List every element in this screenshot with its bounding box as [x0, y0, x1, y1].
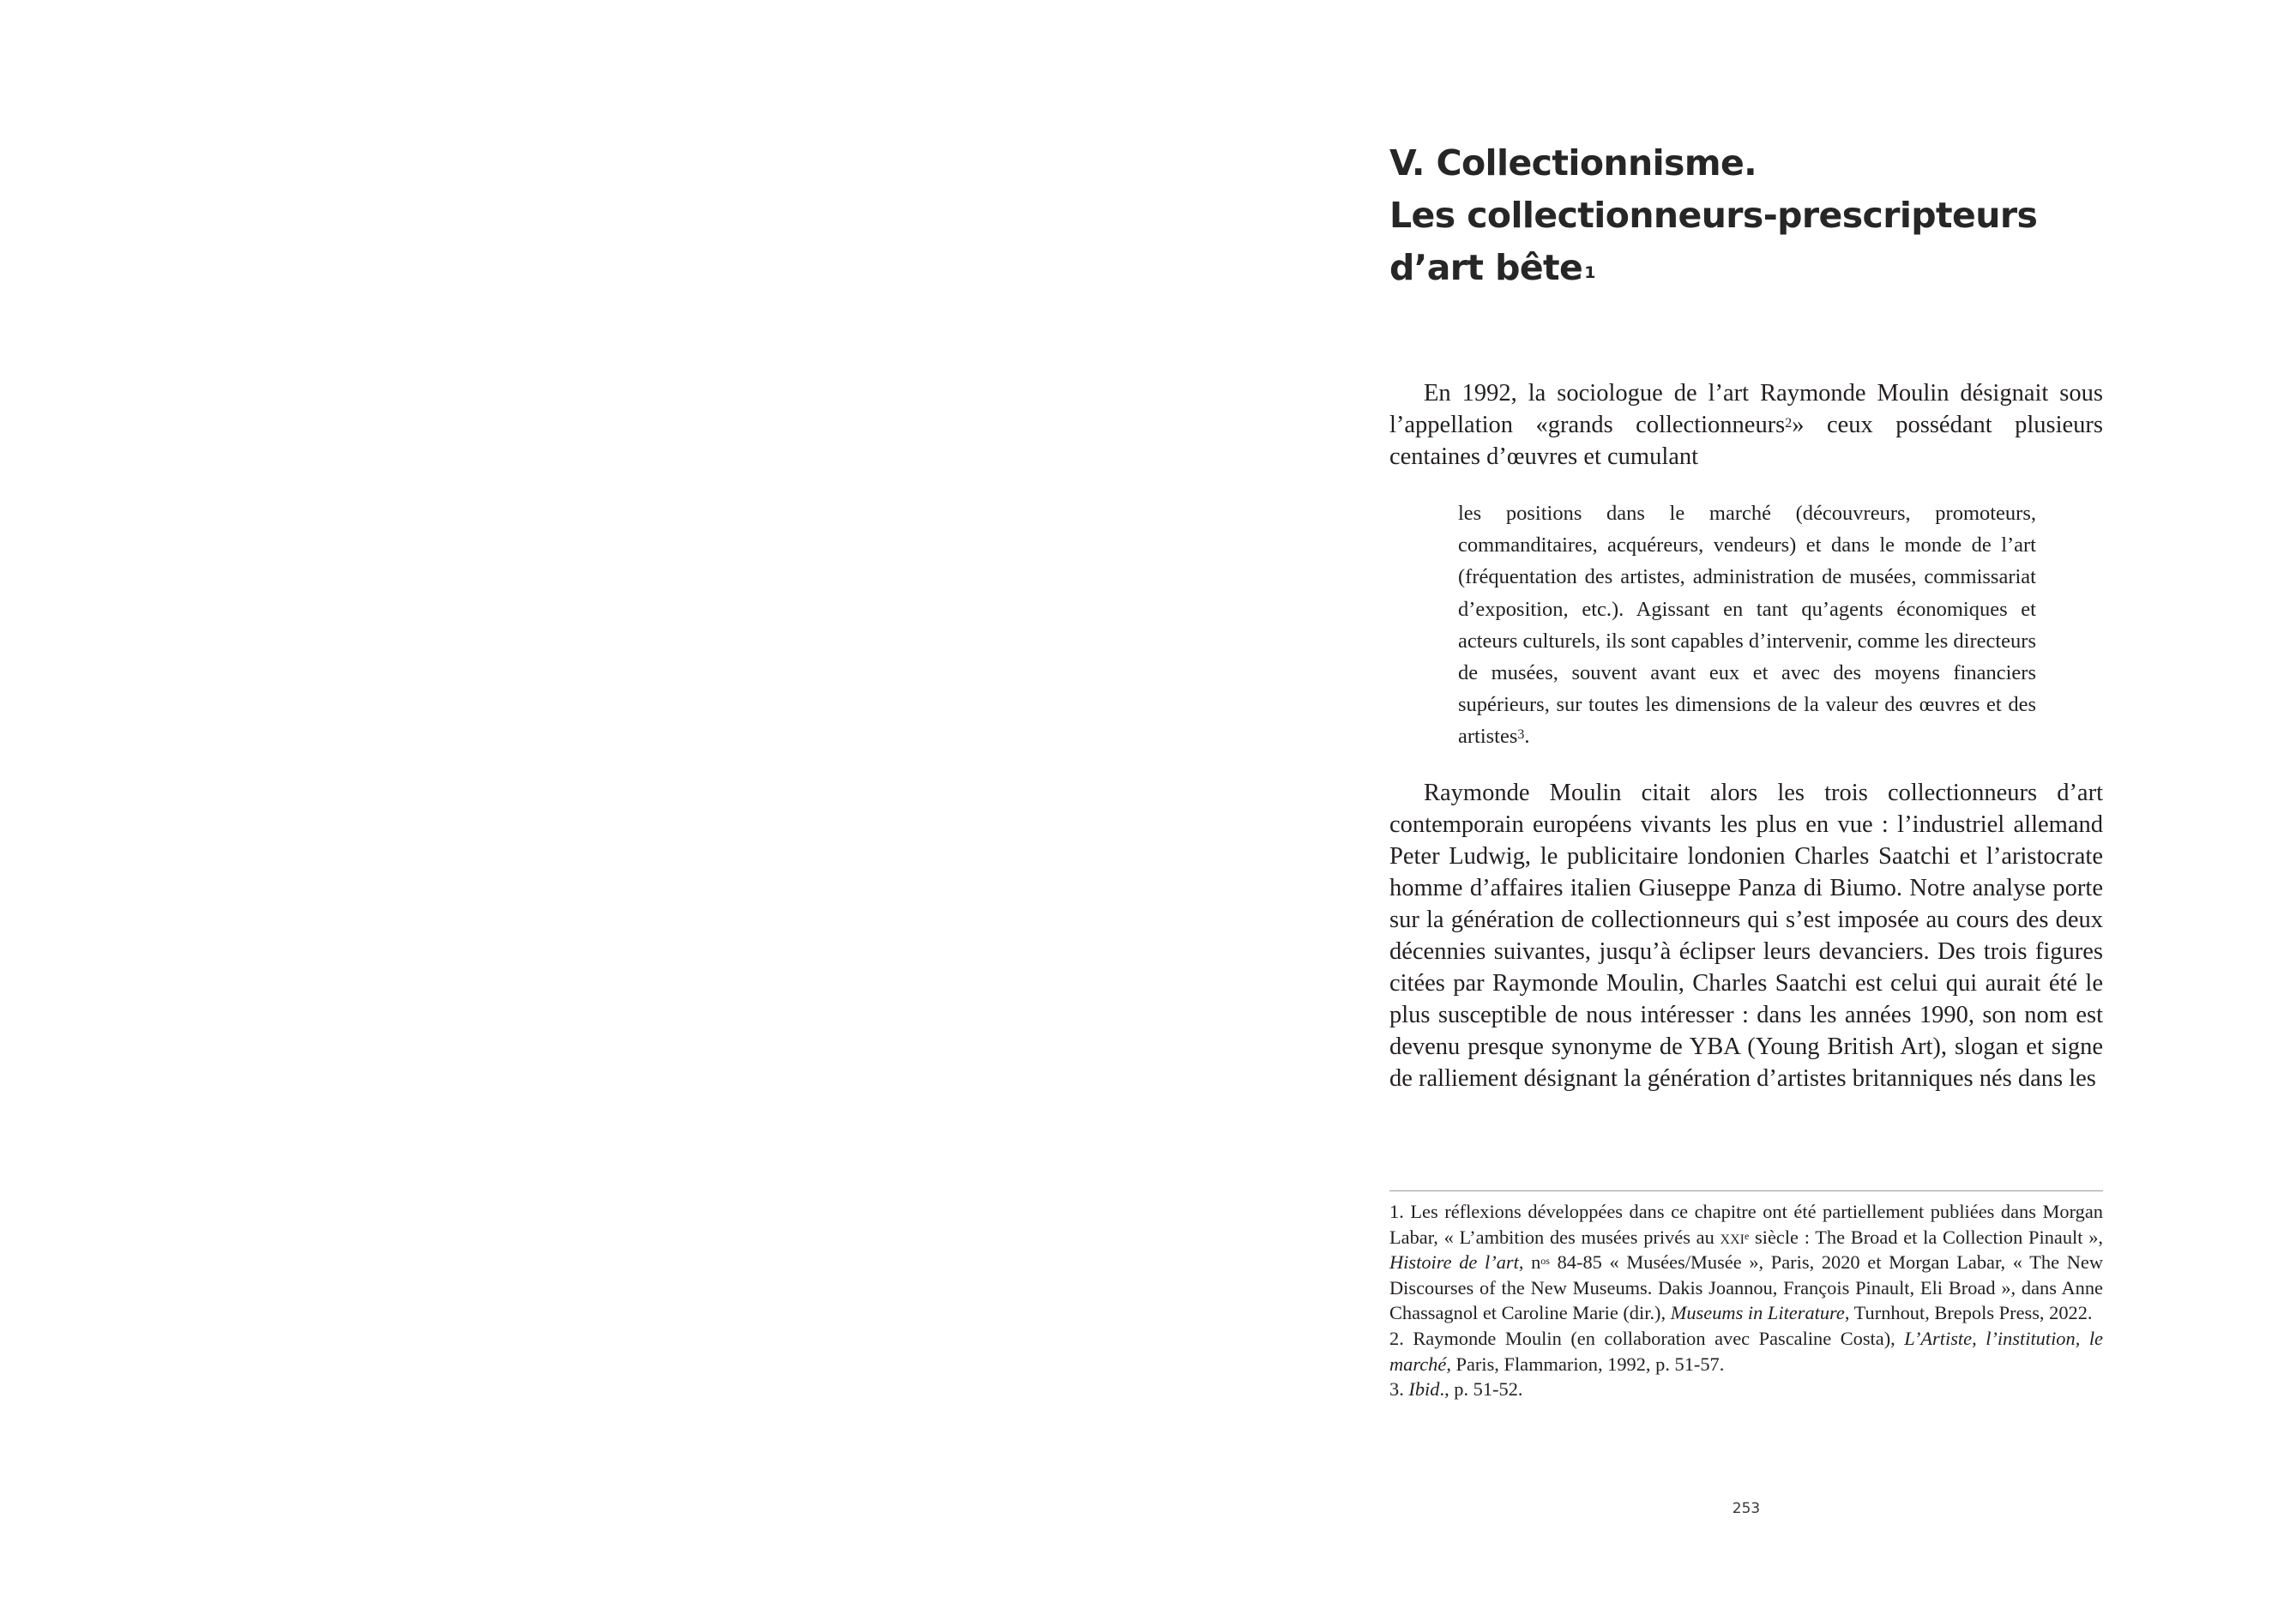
- paragraph-1-text-b: » ceux possédant plusieurs centaines d’œuvres et cumulant: [1389, 412, 2103, 470]
- footnote-ref-1[interactable]: 1: [1584, 263, 1595, 282]
- footnote-1-numero-sup: os: [1540, 1255, 1550, 1268]
- footnote-1-century-sup: e: [1744, 1229, 1750, 1242]
- footnote-ref-3[interactable]: 3: [1517, 727, 1525, 743]
- footnote-1-journal: Histoire de l’art: [1389, 1251, 1519, 1274]
- paragraph-2: Raymonde Moulin citait alors les trois collectionneurs d’art contemporain européens vivants les plus en vue : l’industriel allemand Peter Ludwig, le publicitaire londonien Charles Saatchi et l’aristocrate homme d’affaires italien Giuseppe Panza di Biumo. Notre analyse porte sur la génération de collectionneurs qui s’est imposée au cours des deux décennies suivantes, jusqu’à éclipser leurs devanciers. Des trois figures citées par Raymonde Moulin, Charles Saatchi est celui qui aurait été le plus susceptible de nous intéresser : dans les années 1990, son nom est devenu presque synonyme de YBA (Young British Art), slogan et signe de ralliement désignant la génération d’artistes britanniques nés dans les: [1389, 779, 2103, 1092]
- footnote-2-text-b: , Paris, Flammarion, 1992, p. 51-57.: [1446, 1353, 1725, 1375]
- footnote-2-text-a: 2. Raymonde Moulin (en collaboration avec Pascaline Costa),: [1389, 1327, 1905, 1349]
- footnotes: [1389, 1190, 2103, 1402]
- footnote-3-text-b: ., p. 51-52.: [1439, 1378, 1523, 1401]
- right-page: [1389, 0, 2103, 1621]
- chapter-title-line-3-text: d’art bête: [1389, 247, 1583, 288]
- chapter-title: [1389, 137, 2103, 294]
- footnote-3-ibid: Ibid: [1408, 1378, 1440, 1401]
- footnote-1-text-d: 84-85 « Musées/Musée », Paris, 2020 et Morgan Labar, « The New Discourses of the New Museums. Dakis Joannou, François Pinault, Eli Broad », dans Anne Chassagnol et Caroline Marie (dir.),: [1389, 1251, 2103, 1324]
- footnote-1-book: Museums in Literature: [1670, 1302, 1845, 1324]
- block-quote-text: les positions dans le marché (découvreurs, promoteurs, commanditaires, acquéreurs, vendeurs) et dans le monde de l’art (fréquentation des artistes, administration de musées, commissariat d’exposition, etc.). Agissant en tant qu’agents économiques et acteurs culturels, ils sont capables d’intervenir, comme les directeurs de musées, souvent avant eux et avec des moyens financiers supérieurs, sur toutes les dimensions de la valeur des œuvres et des artistes: [1458, 502, 2036, 749]
- page-number: 253: [1732, 1500, 1761, 1517]
- footnote-3-text-a: 3.: [1389, 1378, 1409, 1401]
- footnote-1-century: xxi: [1720, 1226, 1745, 1248]
- body-text: [1389, 377, 2103, 1094]
- block-quote: [1458, 497, 2036, 753]
- footnote-3: [1389, 1377, 2103, 1402]
- block-quote-end: .: [1524, 725, 1530, 749]
- chapter-title-line-1: V. Collectionnisme.: [1389, 142, 1757, 184]
- paragraph-1-text-a: En 1992, la sociologue de l’art Raymonde Moulin désignait sous l’appellation «grands collectionneurs: [1389, 380, 2103, 438]
- footnote-2: [1389, 1326, 2103, 1377]
- footnote-1-text-a: 1. Les réflexions développées dans ce chapitre ont été partiellement publiées dans Morgan Labar, « L’ambition des musées privés au: [1389, 1201, 2103, 1248]
- footnote-2-book: L’Artiste, l’institution, le marché: [1389, 1327, 2103, 1375]
- footnote-ref-2[interactable]: 2: [1785, 416, 1793, 431]
- footnote-1-text-e: , Turnhout, Brepols Press, 2022.: [1844, 1302, 2093, 1324]
- footnote-1: [1389, 1199, 2103, 1326]
- chapter-title-line-3: [1389, 242, 2103, 294]
- chapter-title-line-2: Les collectionneurs-prescripteurs: [1389, 195, 2038, 236]
- footnote-1-text-c: , n: [1518, 1251, 1541, 1274]
- paragraph-1: [1389, 377, 2103, 473]
- footnote-1-text-b: siècle : The Broad et la Collection Pinault »,: [1749, 1226, 2103, 1248]
